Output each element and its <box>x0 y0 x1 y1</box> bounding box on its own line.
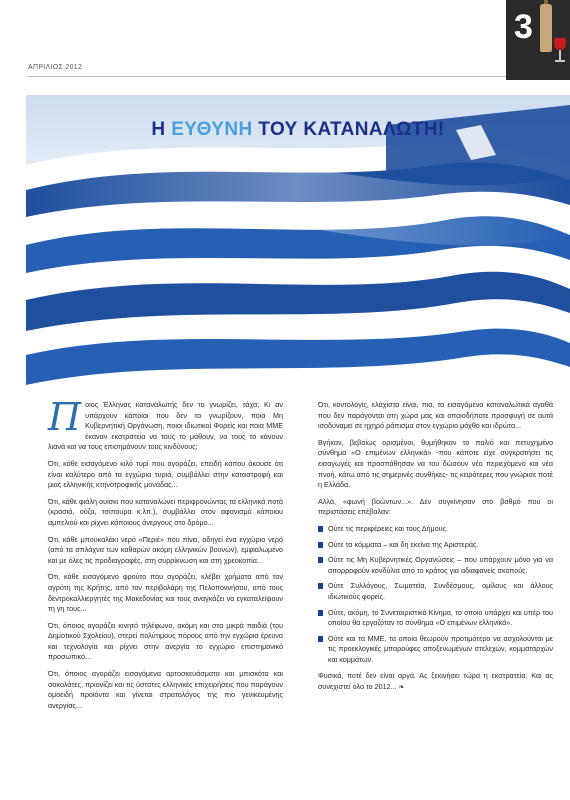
paragraph: Ότι, κάθε εισαγόμενο φρούτο που αγοράζει, κλέβει χρήματα από τον αγρότη της Κρήτης, από τον περιβολάρη της Πελοποννήσου, από τους δεντροκαλλιεργητές της Μακεδονίας και τους αναγκάζει να εγκαταλείψουν τη γη τους... <box>48 572 283 614</box>
bullet-square-icon <box>318 557 323 563</box>
paragraph: Ότι, όποιος αγοράζει κινητό τηλέφωνο, ακόμη και στα μικρά παιδιά (του Δημοτικού Σχολείου), στερεί πολύτιμους πόρους από την εγχώρια έρευνα και τεχνολογία και ρίχνει στην ανεργία το εγχώριο επιστημονικό προσωπικό... <box>48 620 283 662</box>
article-column-left <box>48 395 283 717</box>
closing-paragraph: Φυσικά, ποτέ δεν είναι αργά. Ας ξεκινήσει τώρα η εκστρατεία. Και ας συνεχιστεί όλο το 2012... ❧ <box>318 671 553 692</box>
list-item: Ούτε τις Μη Κυβερνητικές Οργανώσεις – που υπάρχουν μόνο για να απορροφούν κονδύλια από το κράτος για αδιαφανείς σκοπούς. <box>318 555 553 576</box>
paragraph <box>48 395 283 453</box>
wine-glass-base <box>555 60 565 62</box>
article-title <box>26 119 570 141</box>
paragraph-text: οιος Έλληνας καταναλωτής δεν το γνωρίζει, τάχα; Κι αν υπάρχουν κάποιοι που δεν το γνωρίζουν, ποια Μη Κυβερνητική Οργάνωση, ποιοι ιδιωτικοί Φορείς και ποια ΜΜΕ έκαναν εκστρατεία να τους το μάθουν, να τους το κάνουν λιανά και να τους επισημάνουν τους κινδύνους; <box>48 400 283 452</box>
paragraph: Ότι, κάθε φιάλη ουίσκι που καταναλώνει περιφρονώντας τα ελληνικά ποτά (κρασιά, ούζα, τσίπουρα κ.λπ.), συμβάλλει στον αφανισμό κάποιου αμπελιού και ρίχνει κάποιους άνεργους στο δρόμο... <box>48 496 283 527</box>
paragraph: Αλλά, «φωνή βοώντων...». Δεν συγκίνησαν στο βαθμό που οι περιστάσεις επέβαλαν: <box>318 496 553 517</box>
list-item: Ούτε τα κόμματα – και δη εκείνα της Αριστεράς. <box>318 540 553 551</box>
paragraph: Ότι, κάθε μπουκαλάκι νερό «Περιέ» που πίνει, οδηγεί ένα εγχώριο νερό (από τα σπλάχνα των καθαρών ακόμη ελληνικών βουνών), εμφιαλωμένο και με όλες τις προδιαγραφές, στη συρρίκνωση και στη χρεοκοπία... <box>48 534 283 565</box>
drop-cap: Π <box>48 395 82 439</box>
paragraph: Ότι, κοντολογίς, ελάχιστα είναι, πια, τα εισαγόμενα καταναλωτικά αγαθά που δεν παράγονται στη χώρα μας και οποιοδήποτε προσφυγή σε αυτά ισοδυναμεί σε ηχηρό ράπισμα στον εγχώριο μόχθο και ιδρώτα... <box>318 400 553 431</box>
header-divider <box>28 76 510 77</box>
bullet-square-icon <box>318 542 323 548</box>
article-column-right <box>318 400 553 699</box>
page-number-tab <box>506 0 570 80</box>
bullet-square-icon <box>318 583 323 589</box>
wine-bottle-icon <box>540 4 552 52</box>
bullet-list <box>318 524 553 666</box>
list-item: Ούτε και τα ΜΜΕ, τα οποία θεωρούν προτιμότερο να ασχολούνται με τις προεκλογικές μπαρούφες αποξενωμένων στελεχών, κομματαρχών και κομμάτων. <box>318 634 553 666</box>
title-accent-word: ΕΥΘΥΝΗ <box>171 119 253 140</box>
title-part-1: Η <box>151 119 172 140</box>
list-item: Ούτε, ακόμη, το Συνεταιριστικό Κίνημα, το οποίο υπάρχει και υπέρ του οποίου θα εργαζόταν το σύνθημα «Ο επιμένων ελληνικά». <box>318 608 553 629</box>
paragraph: Ότι, όποιος αγοράζει εισαγόμενα αρτοσκευάσματα και μπισκότα και σοκολάτες, πριονίζει και τις ύστατες ελληνικές επιχειρήσεις που παράγουν ομοειδή προϊόντα και γίνεται στρατολόγος της πιο γενικευμένης ανεργίας... <box>48 669 283 710</box>
list-item: Ούτε τις περιφέρειες και τους Δήμους. <box>318 524 553 535</box>
bullet-square-icon <box>318 610 323 616</box>
bullet-square-icon <box>318 526 323 532</box>
page-number: 3 <box>514 8 533 46</box>
list-item: Ούτε Συλλόγους, Σωματεία, Συνδέσμους, ομίλους και άλλους ιδιωτικούς φορείς. <box>318 581 553 602</box>
paragraph: Βγήκαν, βεβαίως ορισμένοι, θυμήθηκαν το παλιό και πετυχημένο σύνθημα «Ο επιμένων ελληνικά» -που κάποτε είχε συγκρατήσει τις εισαγωγές και προσπάθησαν να του δώσουν νέο περιεχόμενο και νέα πνοή, κάτω από τις σημερινές συνθήκες- τις κειρότερες που γνώρισε ποτέ η Ελλάδα. <box>318 437 553 490</box>
wine-glass-stem <box>559 50 561 60</box>
bullet-square-icon <box>318 636 323 642</box>
hero-flag-image <box>26 95 570 395</box>
paragraph: Ότι, κάθε εισαγόμενο κιλό τυρί που αγοράζει, επειδή κάπου άκουσε ότι είναι καλύτερο από τα εγχώρια τυριά, συμβάλλει στην καταστροφή και μιας ελληνικής κτηνοτροφικής μονάδας... <box>48 458 283 490</box>
issue-date: ΑΠΡΙΛΙΟΣ 2012 <box>28 64 83 71</box>
title-part-2: ΤΟΥ ΚΑΤΑΝΑΛΩΤΗ! <box>252 119 445 140</box>
wine-glass-icon <box>554 38 566 50</box>
